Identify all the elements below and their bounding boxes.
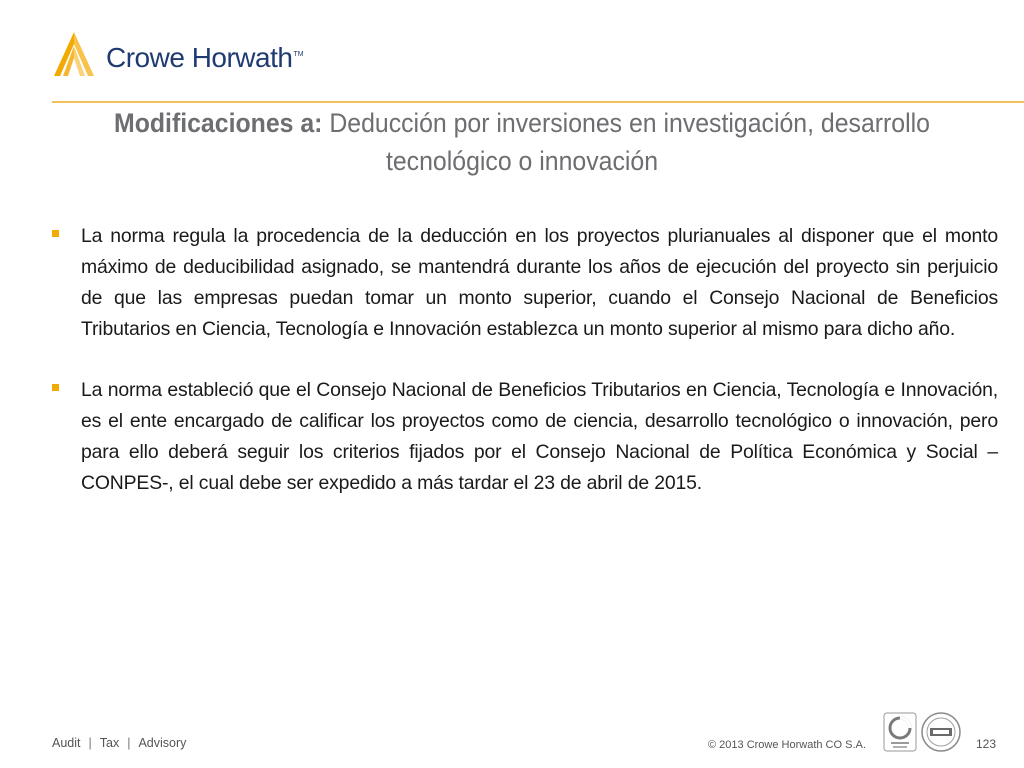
- square-bullet-icon: [52, 384, 59, 391]
- brand-trademark: TM: [293, 50, 304, 58]
- footer-service-tax: Tax: [99, 736, 120, 750]
- certification-badges: [883, 712, 961, 752]
- iqnet-badge-icon: [921, 712, 961, 752]
- sun-chevron-logo-icon: [50, 30, 98, 78]
- copyright-text: © 2013 Crowe Horwath CO S.A.: [708, 739, 866, 751]
- footer-separator: |: [127, 736, 131, 750]
- header-divider: [52, 101, 1024, 103]
- list-item: [52, 375, 998, 499]
- bullet-text: La norma estableció que el Consejo Nacional de Beneficios Tributarios en Ciencia, Tecnología e Innovación, es el ente encargado de calificar los proyectos como de ciencia, desarrollo tecnológico o innovación, pero para ello deberá seguir los criterios fijados por el Consejo Nacional de Política Económica y Social – CONPES-, el cual debe ser expedido a más tardar el 23 de abril de 2015.: [81, 379, 998, 494]
- bullet-text: La norma regula la procedencia de la deducción en los proyectos plurianuales al disponer que el monto máximo de deducibilidad asignado, se mantendrá durante los años de ejecución del proyecto sin perjuicio de que las empresas puedan tomar un monto superior, cuando el Consejo Nacional de Beneficios Tributarios en Ciencia, Tecnología e Innovación establezca un monto superior al mismo para dicho año.: [81, 225, 998, 340]
- footer-service-advisory: Advisory: [138, 736, 187, 750]
- square-bullet-icon: [52, 230, 59, 237]
- brand-name: Crowe Horwath: [106, 42, 293, 73]
- title-bold-prefix: Modificaciones a:: [114, 108, 323, 138]
- title-line1-rest: Deducción por inversiones en investigación, desarrollo: [322, 108, 930, 138]
- page-number: 123: [976, 737, 997, 751]
- crowe-horwath-logo: [50, 30, 304, 78]
- footer-service-audit: Audit: [52, 736, 81, 750]
- iso-certification-badge-icon: [883, 712, 917, 752]
- footer-services: [52, 736, 186, 750]
- title-line2: tecnológico o innovación: [385, 146, 659, 176]
- footer-separator: |: [88, 736, 92, 750]
- list-item: [52, 221, 998, 345]
- slide-title: [79, 104, 966, 180]
- bullet-list: [52, 221, 998, 529]
